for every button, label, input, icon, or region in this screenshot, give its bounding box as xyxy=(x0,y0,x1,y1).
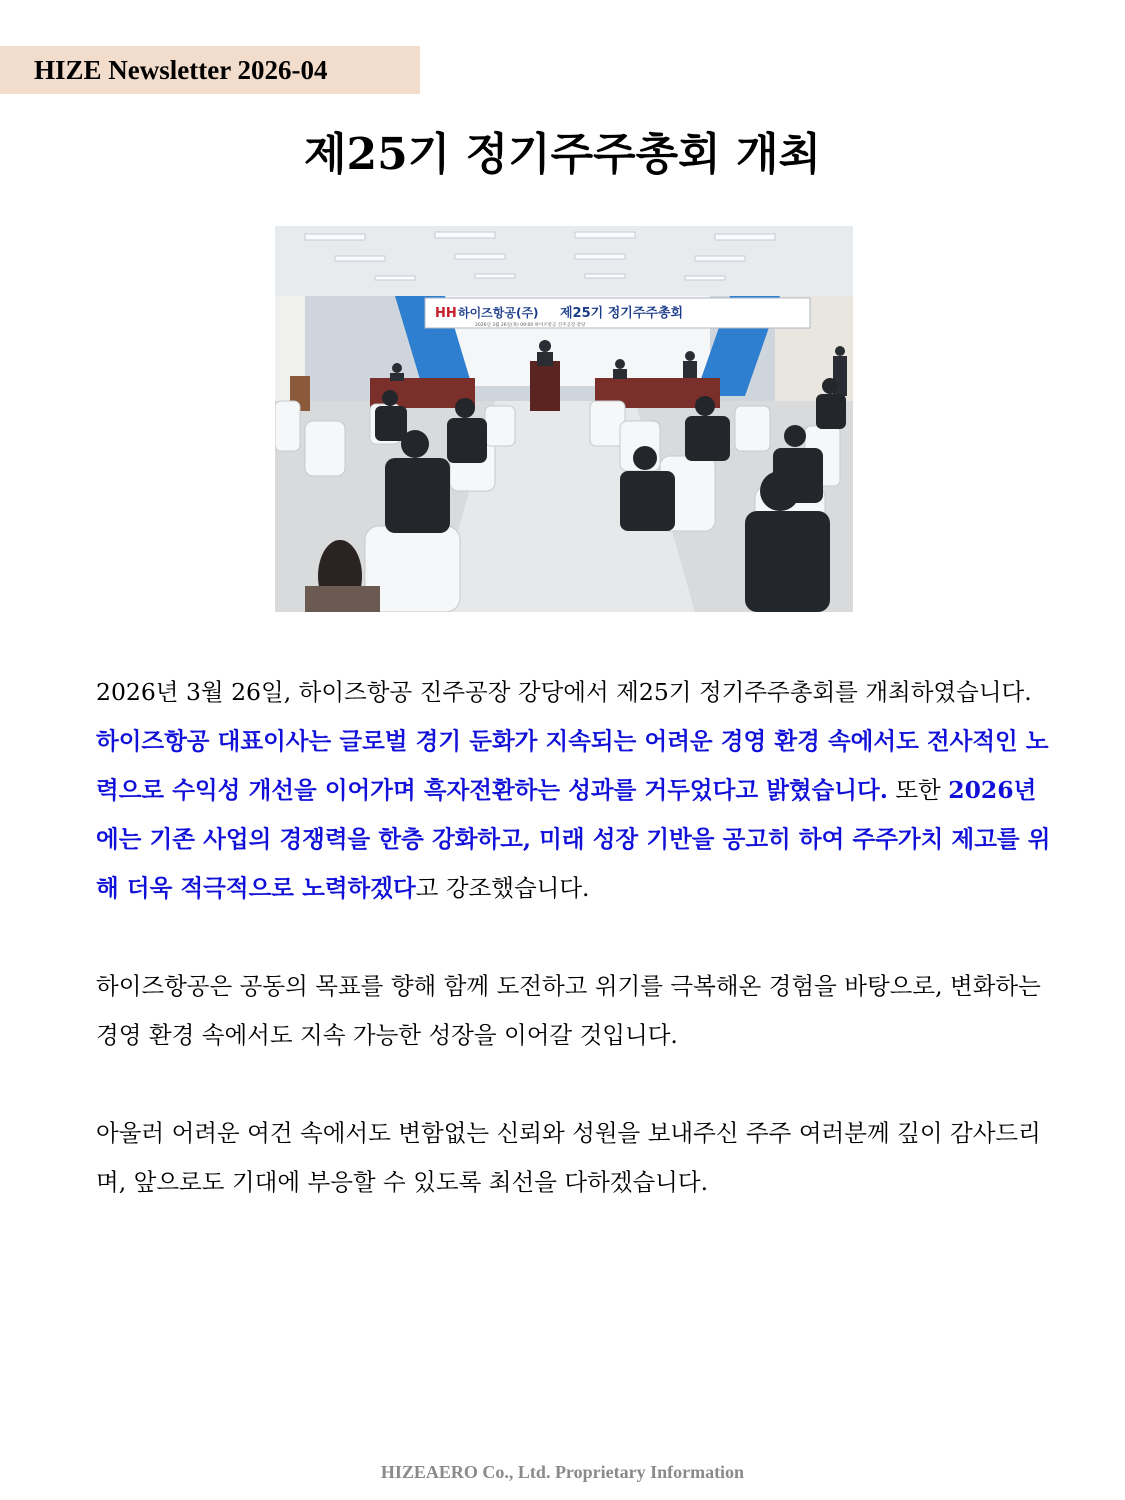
paragraph-segment: 또한 xyxy=(887,776,949,804)
paragraph-growth: 하이즈항공은 공동의 목표를 향해 함께 도전하고 위기를 극복해온 경험을 바탕으로, 변화하는 경영 환경 속에서도 지속 가능한 성장을 이어갈 것입니다. xyxy=(96,972,1041,1049)
banner-company: 하이즈항공(주) xyxy=(458,306,539,320)
banner-logo: HH xyxy=(435,306,457,321)
paragraph-segment: 2026년 3월 26일, 하이즈항공 진주공장 강당에서 제25기 정기주주총회를 개최하였습니다. xyxy=(96,678,1032,706)
article-body xyxy=(96,668,1056,1256)
paragraph-announcement xyxy=(96,668,1056,913)
newsletter-badge: HIZE Newsletter 2026-04 xyxy=(0,46,420,94)
page-title: 제25기 정기주주총회 개최 xyxy=(304,129,821,180)
highlight-ceo-remarks: 하이즈항공 대표이사는 글로벌 경기 둔화가 지속되는 어려운 경영 환경 속에서도 전사적인 노력으로 수익성 개선을 이어가며 흑자전환하는 성과를 거두었다고 밝혔습니다. xyxy=(96,727,1049,804)
event-photo xyxy=(275,226,853,612)
paragraph-thanks: 아울러 어려운 여건 속에서도 변함없는 신뢰와 성원을 보내주신 주주 여러분께 깊이 감사드리며, 앞으로도 기대에 부응할 수 있도록 최선을 다하겠습니다. xyxy=(96,1119,1041,1196)
banner-event: 제25기 정기주주총회 xyxy=(560,306,684,321)
banner-subtitle: 2026년 3월 26일(목) 09:00 하이즈항공 진주공장 강당 xyxy=(475,323,586,328)
highlight-2026-plan: 2026년에는 기존 사업의 경쟁력을 한층 강화하고, 미래 성장 기반을 공고히 하여 주주가치 제고를 위해 더욱 적극적으로 노력하겠다 xyxy=(96,776,1051,902)
footer-proprietary: HIZEAERO Co., Ltd. Proprietary Information xyxy=(380,1462,745,1482)
paragraph-segment: 고 강조했습니다. xyxy=(415,874,590,902)
